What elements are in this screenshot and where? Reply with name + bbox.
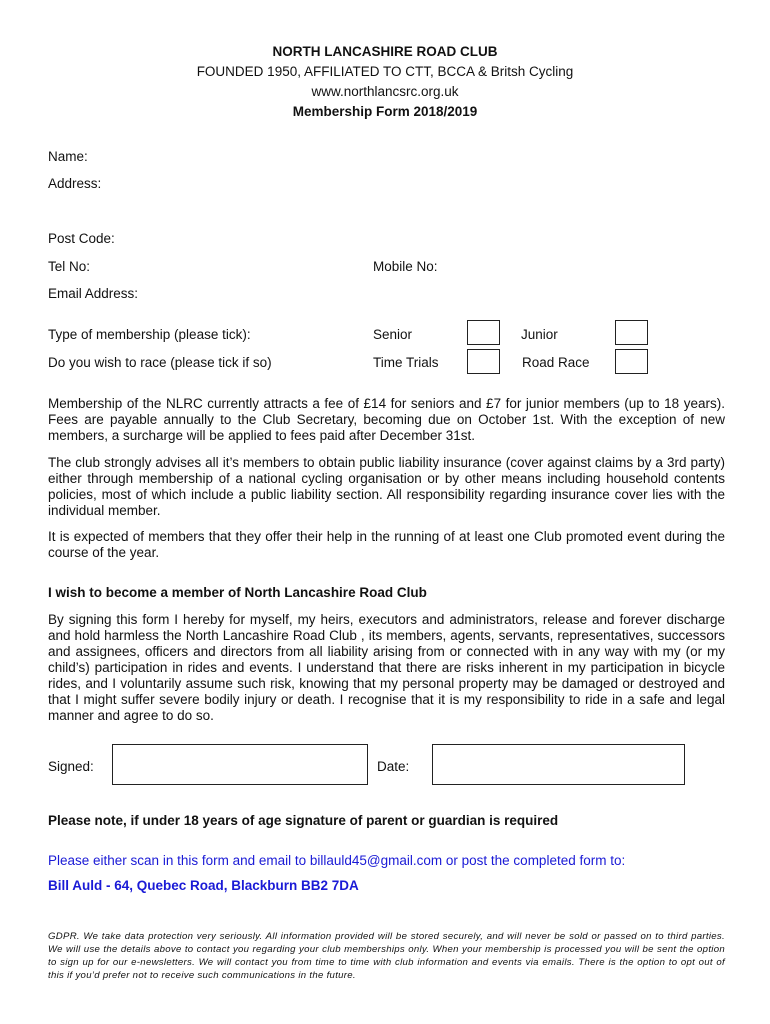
address-label: Address: — [48, 176, 102, 191]
road-race-checkbox[interactable] — [615, 349, 648, 374]
help-paragraph: It is expected of members that they offer their help in the running of at least one Club promoted event during the course of the year. — [48, 529, 725, 560]
date-field[interactable] — [432, 744, 685, 785]
membership-type-question: Type of membership (please tick): — [48, 327, 251, 342]
founded-line: FOUNDED 1950, AFFILIATED TO CTT, BCCA & Britsh Cycling — [196, 64, 574, 79]
form-title: Membership Form 2018/2019 — [292, 104, 478, 119]
insurance-paragraph: The club strongly advises all it’s members to obtain public liability insurance (cover against claims by a 3rd party) either through membership of a national cycling organisation or by other means including household contents policies, most of which include a public liability section. All responsibility regarding insurance cover lies with the individual member. — [48, 455, 725, 518]
time-trials-checkbox[interactable] — [467, 349, 500, 374]
membership-declaration-heading: I wish to become a member of North Lancashire Road Club — [48, 585, 427, 600]
race-question: Do you wish to race (please tick if so) — [48, 355, 272, 370]
time-trials-label: Time Trials — [373, 355, 439, 370]
postal-address: Bill Auld - 64, Quebec Road, Blackburn BB2 7DA — [48, 878, 359, 893]
senior-label: Senior — [373, 327, 413, 342]
mobile-label: Mobile No: — [373, 259, 438, 274]
postcode-label: Post Code: — [48, 231, 115, 246]
signature-field[interactable] — [112, 744, 368, 785]
name-label: Name: — [48, 149, 88, 164]
guardian-note: Please note, if under 18 years of age signature of parent or guardian is required — [48, 813, 559, 828]
tel-label: Tel No: — [48, 259, 91, 274]
date-label: Date: — [377, 759, 410, 774]
email-label: Email Address: — [48, 286, 139, 301]
website: www.northlancsrc.org.uk — [311, 84, 459, 99]
gdpr-notice: GDPR. We take data protection very seriously. All information provided will be stored securely, and will never be sold or passed on to third parties. We will use the details above to contact you regarding your club memberships only. When your membership is processed you will be sent the option to sign up for our e-newsletters. We will contact you from time to time with club information and events via emails. There is the option to opt out of this if you’d prefer not to receive such communications in the future. — [48, 931, 725, 981]
waiver-paragraph: By signing this form I hereby for myself, my heirs, executors and administrators, release and forever discharge and hold harmless the North Lancashire Road Club , its members, agents, servants, representatives, successors and assignees, officers and directors from all liability arising from or connected with in any way with my (or my child’s) participation in rides and events. I understand that there are risks inherent in my participation in bicycle rides, and I voluntarily assume such risk, knowing that my personal property may be damaged or destroyed and that I might suffer severe bodily injury or death. I recognise that it is my responsibility to ride in a safe and legal manner and agree to do so. — [48, 612, 725, 723]
road-race-label: Road Race — [522, 355, 590, 370]
club-name: NORTH LANCASHIRE ROAD CLUB — [272, 44, 498, 59]
senior-checkbox[interactable] — [467, 320, 500, 345]
fees-paragraph: Membership of the NLRC currently attracts a fee of £14 for seniors and £7 for junior members (up to 18 years). Fees are payable annually to the Club Secretary, becoming due on October 1st. With the exception of new members, a surcharge will be applied to fees paid after December 31st. — [48, 396, 725, 443]
junior-label: Junior — [521, 327, 558, 342]
submit-instructions: Please either scan in this form and email to billauld45@gmail.com or post the completed form to: — [48, 853, 626, 868]
junior-checkbox[interactable] — [615, 320, 648, 345]
signed-label: Signed: — [48, 759, 94, 774]
